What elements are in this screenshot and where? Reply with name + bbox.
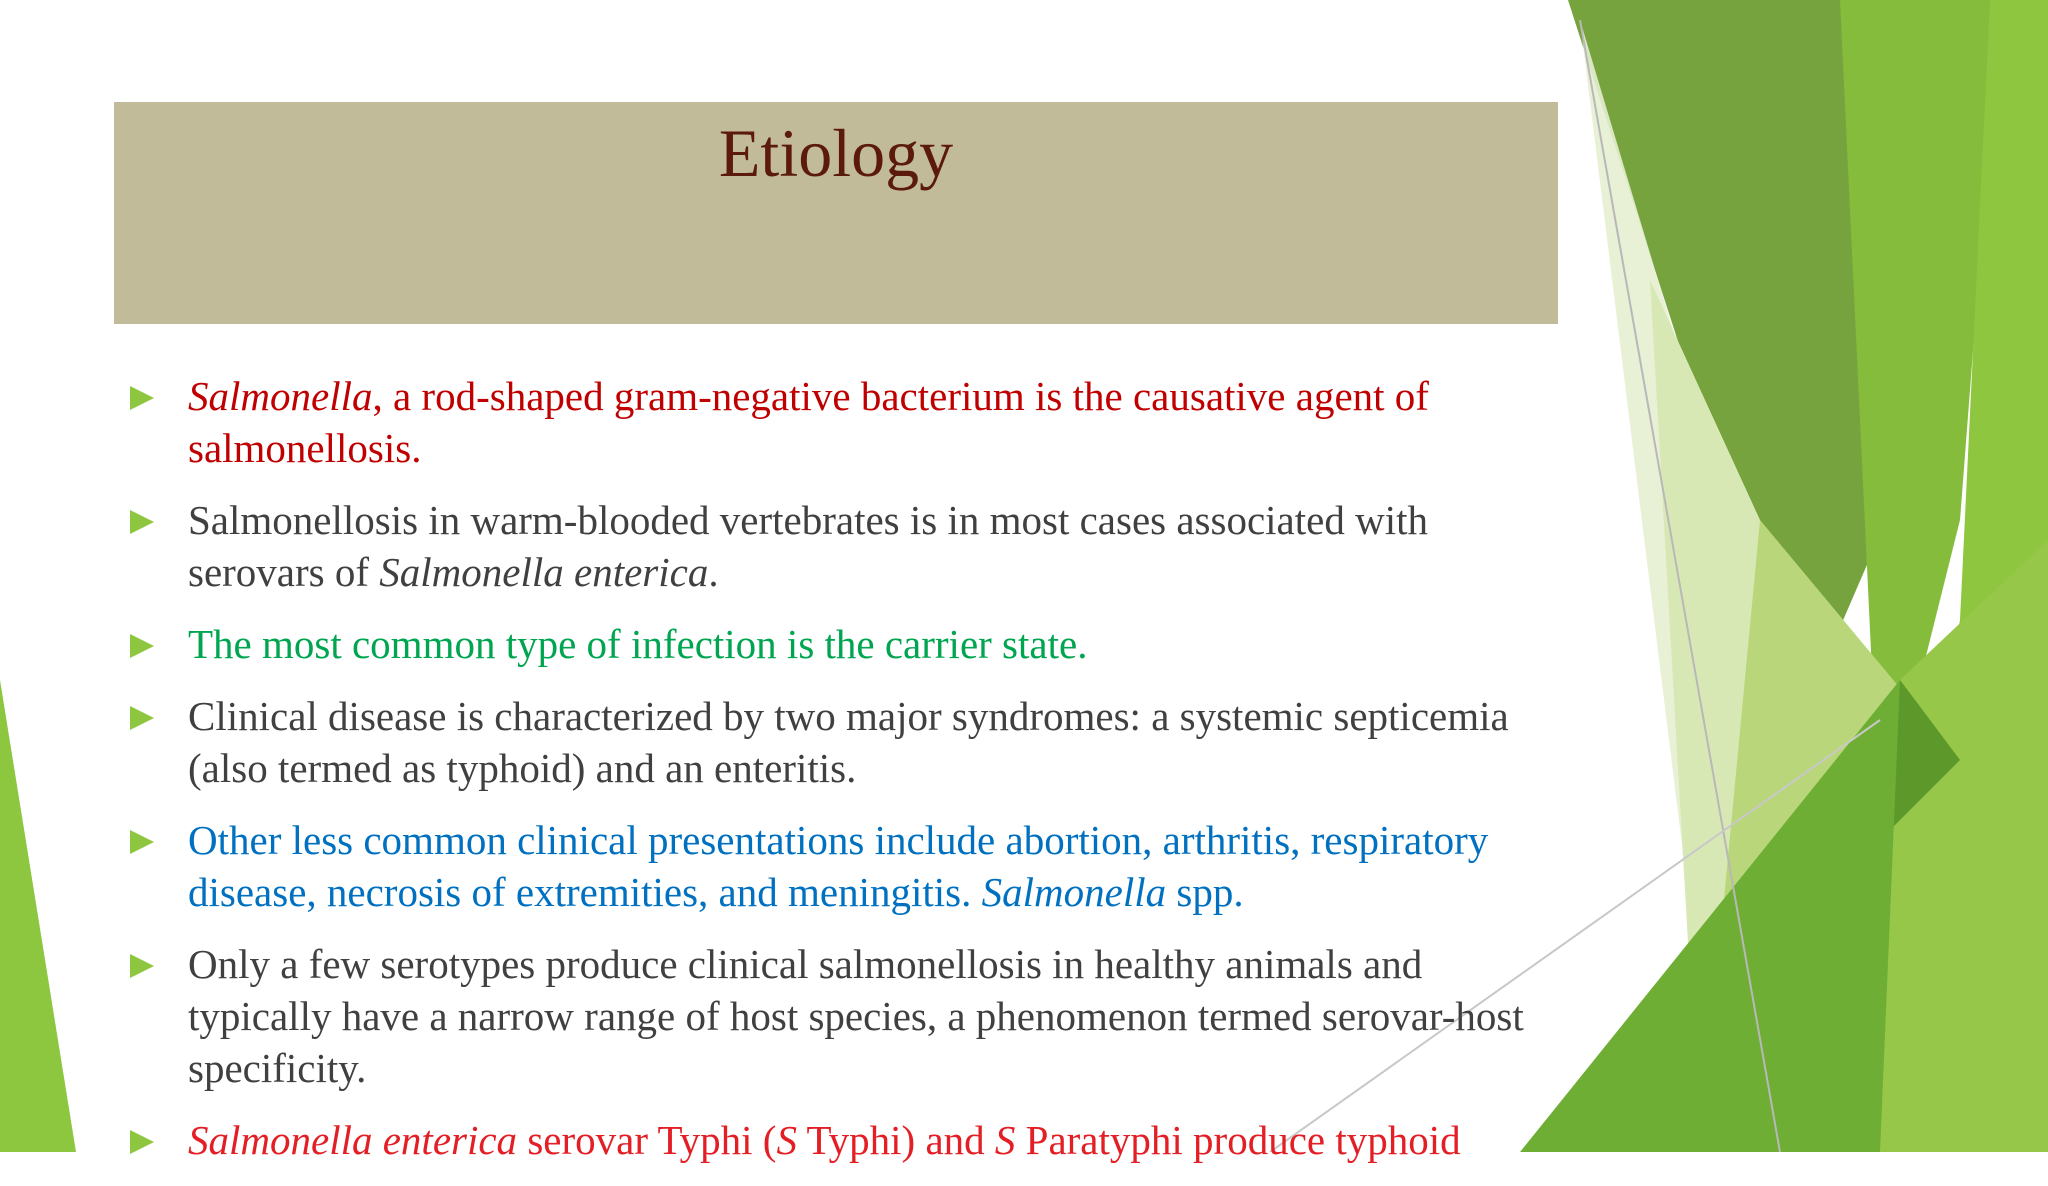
bullet-text [188,370,1558,474]
bullet-text [188,690,1558,794]
bullet-body-2: Typhi) and [796,1117,995,1163]
bullet-text [188,618,1558,670]
triangle-bullet-icon [130,634,154,658]
triangle-bullet-icon [130,386,154,410]
italic-abbrev-2: S [994,1117,1016,1163]
bullet-body: , a rod-shaped gram-negative bacterium is the causative agent of salmonellosis. [188,373,1429,471]
bullet-body: The most common type of infection is the carrier state. [188,621,1088,667]
bullet-item [130,494,1560,598]
bullet-item [130,938,1560,1094]
italic-term: Salmonella [188,373,373,419]
bullet-body: Clinical disease is characterized by two major syndromes: a systemic septicemia (also termed as typhoid) and an enteritis. [188,693,1509,791]
bullet-item [130,618,1560,670]
bullet-item [130,370,1560,474]
triangle-bullet-icon [130,954,154,978]
bullet-text [188,814,1558,918]
bullet-end: spp. [1166,869,1244,915]
bullet-body: Other less common clinical presentations include abortion, arthritis, respiratory disease, necrosis of extremities, and meningitis. [188,817,1489,915]
triangle-bullet-icon [130,706,154,730]
italic-term: Salmonella enterica [379,549,709,595]
bullet-end: . [708,549,719,595]
bullet-body: Only a few serotypes produce clinical salmonellosis in healthy animals and typically have a narrow range of host species, a phenomenon termed serovar-host specificity. [188,941,1524,1091]
italic-term: Salmonella enterica [188,1117,518,1163]
slide-title: Etiology [718,115,954,191]
bullet-text [188,1114,1558,1166]
triangle-bullet-icon [130,1130,154,1154]
bullet-item [130,814,1560,918]
bullet-list [130,370,1560,1186]
triangle-bullet-icon [130,830,154,854]
bullet-body: serovar Typhi ( [517,1117,777,1163]
italic-term: Salmonella [981,869,1167,915]
bullet-item [130,690,1560,794]
triangle-bullet-icon [130,510,154,534]
bullet-text [188,938,1558,1094]
bullet-text [188,494,1558,598]
bullet-item [130,1114,1560,1166]
italic-abbrev: S [776,1117,797,1163]
bullet-body: Salmonellosis in warm-blooded vertebrates is in most cases associated with serovars of [188,497,1428,595]
bullet-body-3: Paratyphi produce typhoid [1015,1117,1461,1163]
